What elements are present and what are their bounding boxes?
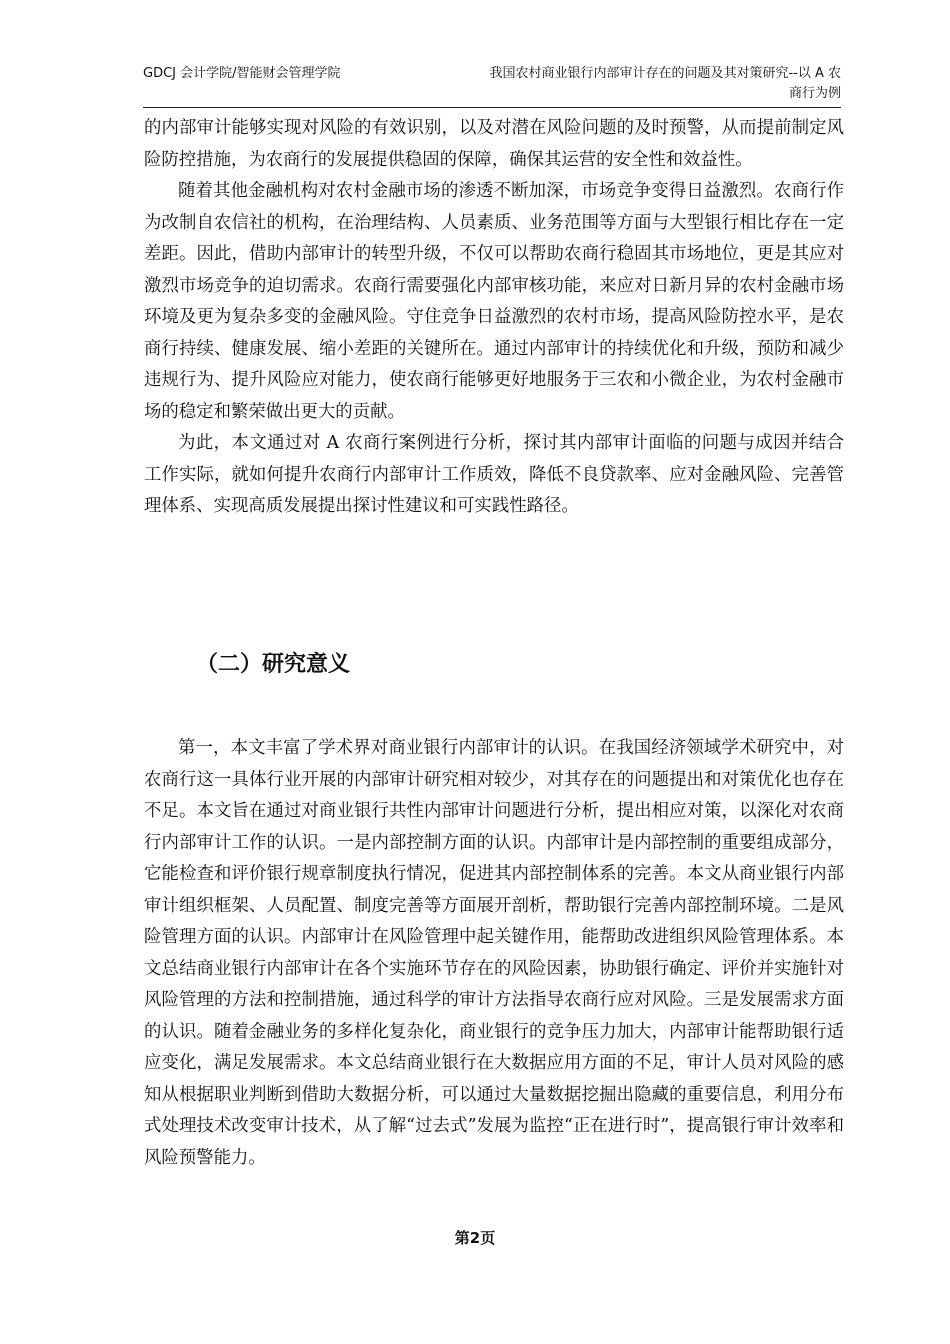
paragraph-significance-first: 第一，本文丰富了学术界对商业银行内部审计的认识。在我国经济领域学术研究中，对农商行这一具体行业开展的内部审计研究相对较少，对其存在的问题提出和对策优化也存在不足。本文旨在通过对商业银行共性内部审计问题进行分析，提出相应对策，以深化对农商行内部审计工作的认识。一是内部控制方面的认识。内部审计是内部控制的重要组成部分，它能检查和评价银行规章制度执行情况，促进其内部控制体系的完善。本文从商业银行内部审计组织框架、人员配置、制度完善等方面展开剖析，帮助银行完善内部控制环境。二是风险管理方面的认识。内部审计在风险管理中起关键作用，能帮助改进组织风险管理体系。本文总结商业银行内部审计在各个实施环节存在的风险因素，协助银行确定、评价并实施针对风险管理的方法和控制措施，通过科学的审计方法指导农商行应对风险。三是发展需求方面的认识。随着金融业务的多样化复杂化，商业银行的竞争压力加大，内部审计能帮助银行适应变化，满足发展需求。本文总结商业银行在大数据应用方面的不足，审计人员对风险的感知从根据职业判断到借助大数据分析，可以通过大量数据挖掘出隐藏的重要信息，利用分布式处理技术改变审计技术，从了解“过去式”发展为监控“正在进行时”，提高银行审计效率和风险预警能力。: [144, 738, 844, 1168]
running-header: [143, 64, 841, 104]
header-paper-title: [461, 64, 841, 104]
body-text-lower: [144, 733, 844, 1174]
body-text-upper: [144, 113, 844, 523]
header-title-line-2: 商行为例: [788, 86, 841, 101]
paragraph-research-purpose: 为此，本文通过对 A 农商行案例进行分析，探讨其内部审计面临的问题与成因并结合工作实际，就如何提升农商行内部审计工作质效，降低不良贷款率、应对金融风险、完善管理体系、实现高质发展提出探讨性建议和可实践性路径。: [144, 433, 844, 516]
section-heading: （二）研究意义: [196, 652, 351, 677]
page-number: 第2页: [454, 1229, 496, 1247]
paragraph-market-competition: 随着其他金融机构对农村金融市场的渗透不断加深，市场竞争变得日益激烈。农商行作为改制自农信社的机构，在治理结构、人员素质、业务范围等方面与大型银行相比存在一定差距。因此，借助内部审计的转型升级，不仅可以帮助农商行稳固其市场地位，更是其应对激烈市场竞争的迫切需求。农商行需要强化内部审核功能，来应对日新月异的农村金融市场环境及更为复杂多变的金融风险。守住竞争日益激烈的农村市场，提高风险防控水平，是农商行持续、健康发展、缩小差距的关键所在。通过内部审计的持续优化和升级，预防和减少违规行为、提升风险应对能力，使农商行能够更好地服务于三农和小微企业，为农村金融市场的稳定和繁荣做出更大的贡献。: [144, 181, 844, 422]
header-institution: GDCJ 会计学院/智能财会管理学院: [143, 66, 341, 81]
paragraph-continued: 的内部审计能够实现对风险的有效识别，以及对潜在风险问题的及时预警，从而提前制定风险防控措施，为农商行的发展提供稳固的保障，确保其运营的安全性和效益性。: [144, 118, 844, 170]
header-title-line-1: 我国农村商业银行内部审计存在的问题及其对策研究--以 A 农: [489, 66, 841, 81]
header-divider: [143, 107, 841, 108]
